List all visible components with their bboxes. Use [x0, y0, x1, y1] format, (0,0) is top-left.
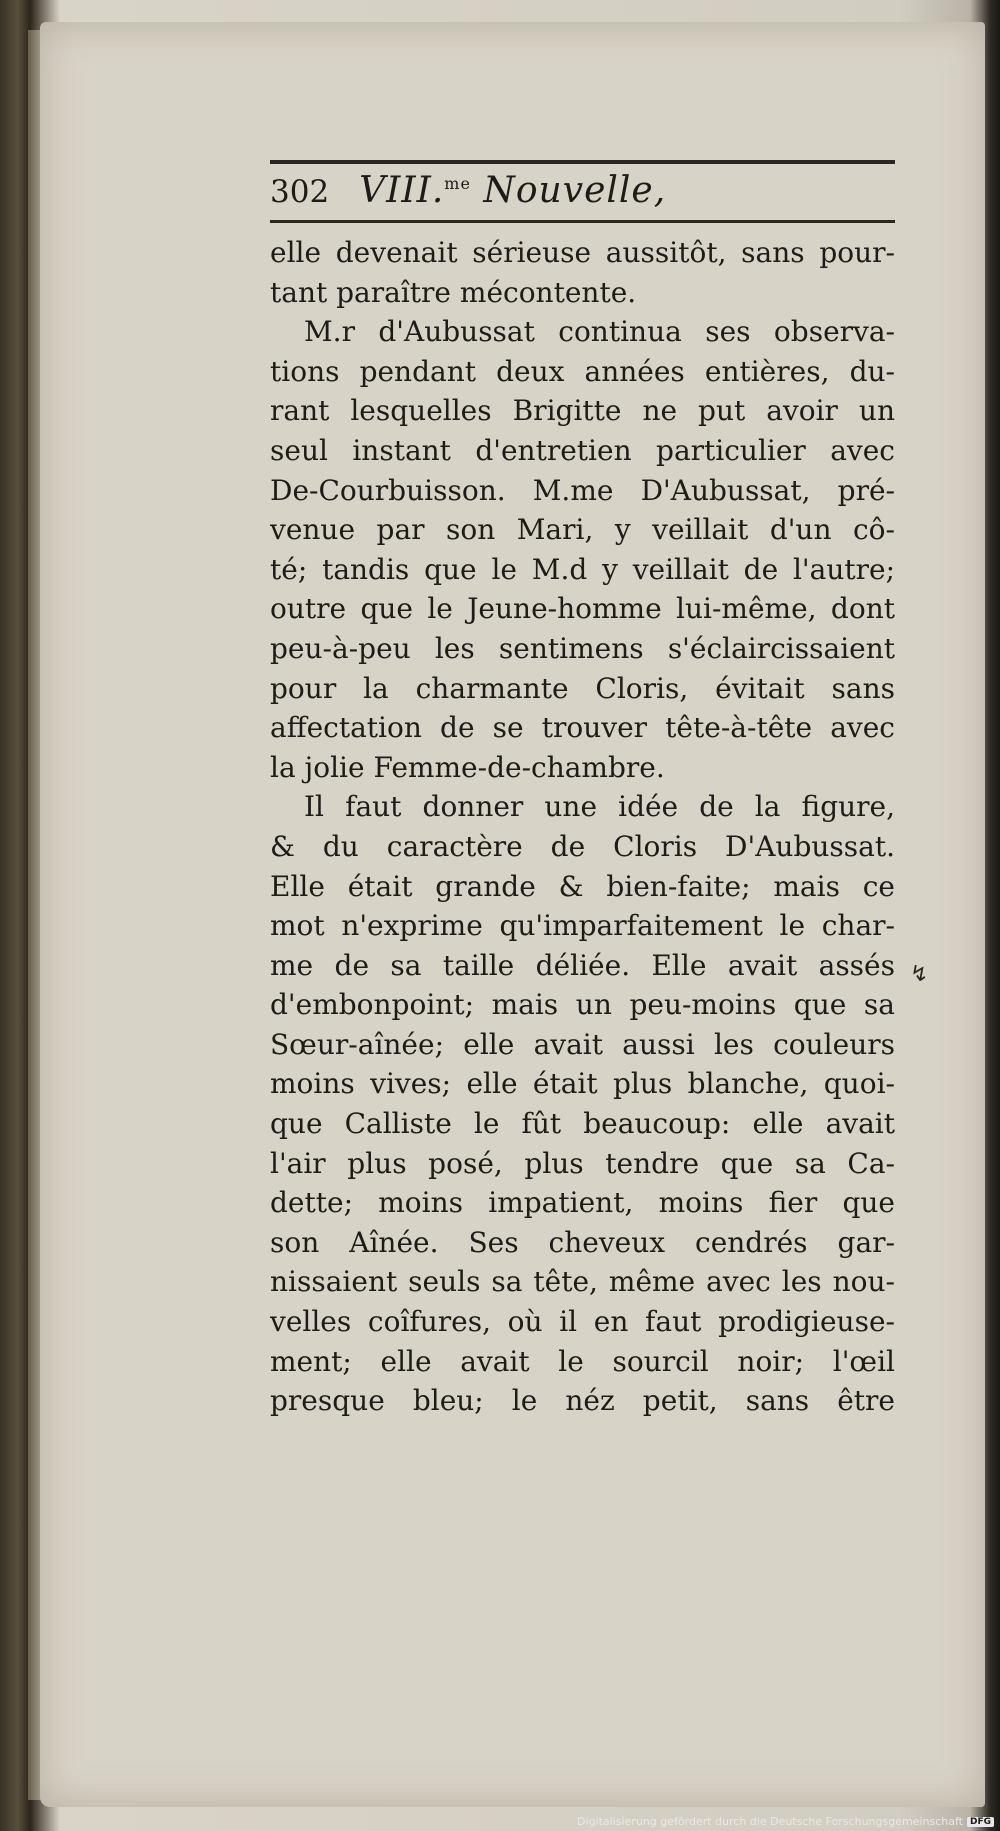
text-line: Elle était grande & bien-faite; mais ce — [270, 869, 895, 903]
text-line: nissaient seuls sa tête, même avec les nou- — [270, 1265, 895, 1299]
running-title: VIII.$^{me}$ Nouvelle, — [359, 170, 667, 211]
dfg-logo-icon: DFG — [967, 1817, 994, 1827]
running-header — [270, 170, 895, 214]
header-rule-top — [270, 160, 895, 164]
text-line: d'embonpoint; mais un peu-moins que sa — [270, 988, 895, 1022]
text-line: seul instant d'entretien particulier avec — [270, 433, 895, 467]
text-line: tions pendant deux années entières, du- — [270, 354, 895, 388]
page-number: 302 — [270, 174, 330, 210]
text-line: l'air plus posé, plus tendre que sa Ca- — [270, 1146, 895, 1180]
text-line: De-Courbuisson. M.me D'Aubussat, pré- — [270, 473, 895, 507]
text-line: que Calliste le fût beaucoup: elle avait — [270, 1107, 895, 1141]
text-line: elle devenait sérieuse aussitôt, sans pour- — [270, 236, 895, 269]
text-line: pour la charmante Cloris, évitait sans — [270, 671, 895, 705]
running-title-superscript: me — [444, 174, 471, 193]
text-line: Sœur-aînée; elle avait aussi les couleurs — [270, 1027, 895, 1061]
text-line: outre que le Jeune-homme lui-même, dont — [270, 592, 895, 626]
text-line: la jolie Femme-de-chambre. — [270, 750, 665, 784]
body-text — [270, 233, 895, 1421]
credit-text: Digitalisierung gefördert durch die Deutsche Forschungsgemeinschaft — [577, 1815, 963, 1828]
margin-mark-icon: ↯ — [910, 962, 929, 987]
text-line: ment; elle avait le sourcil noir; l'œil — [270, 1344, 895, 1378]
text-block — [270, 160, 895, 1421]
text-line: velles coîfures, où il en faut prodigieuse- — [270, 1305, 895, 1339]
text-line: son Aînée. Ses cheveux cendrés gar- — [270, 1225, 895, 1259]
text-line: & du caractère de Cloris D'Aubussat. — [270, 829, 895, 863]
text-line: mot n'exprime qu'imparfaitement le char- — [270, 909, 895, 943]
text-line: venue par son Mari, y veillait d'un cô- — [270, 513, 895, 547]
text-line: presque bleu; le néz petit, sans être — [270, 1384, 895, 1418]
text-line: rant lesquelles Brigitte ne put avoir un — [270, 394, 895, 428]
text-line: moins vives; elle était plus blanche, quoi- — [270, 1067, 895, 1101]
text-line: affectation de se trouver tête-à-tête avec — [270, 711, 895, 745]
text-line: té; tandis que le M.d y veillait de l'autre; — [270, 552, 895, 586]
text-line: M.r d'Aubussat continua ses observa- — [304, 315, 895, 349]
text-line: dette; moins impatient, moins fier que — [270, 1186, 895, 1220]
text-line: peu-à-peu les sentimens s'éclaircissaient — [270, 631, 895, 665]
text-line: tant paraître mécontente. — [270, 275, 637, 309]
digitization-credit — [577, 1815, 994, 1828]
header-rule-bottom — [270, 220, 895, 223]
text-line: me de sa taille déliée. Elle avait assés — [270, 948, 895, 982]
text-line: Il faut donner une idée de la figure, — [304, 790, 895, 824]
